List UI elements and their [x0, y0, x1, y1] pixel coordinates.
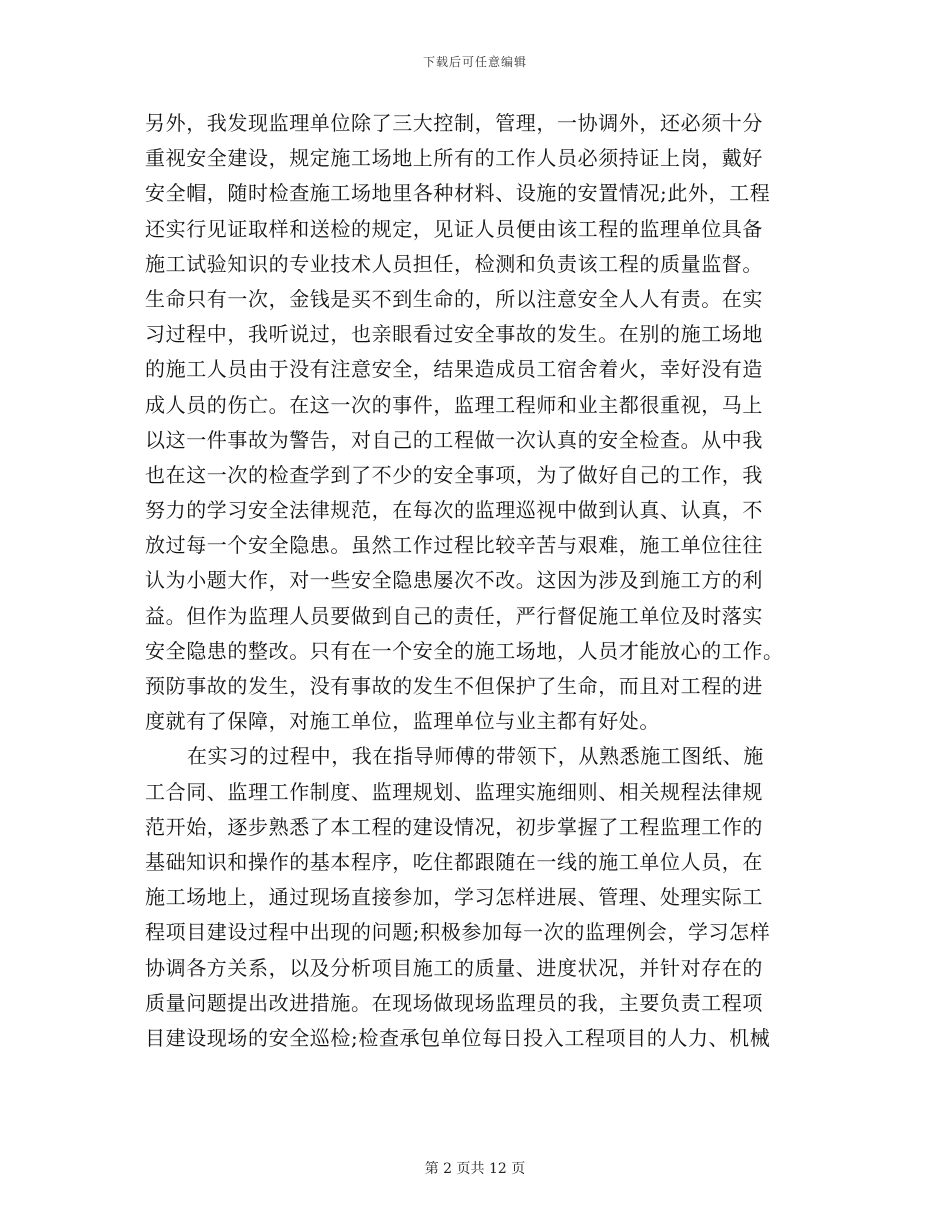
text-line: 也在这一次的检查学到了不少的安全事项，为了做好自己的工作，我 — [145, 462, 763, 487]
paragraph-start-line: 在实习的过程中，我在指导师傅的带领下，从熟悉施工图纸、施 — [187, 744, 764, 769]
text-line: 质量问题提出改进措施。在现场做现场监理员的我，主要负责工程项 — [145, 990, 763, 1015]
text-line: 的施工人员由于没有注意安全，结果造成员工宿舍着火，幸好没有造 — [145, 357, 763, 382]
text-line: 认为小题大作，对一些安全隐患屡次不改。这因为涉及到施工方的利 — [145, 568, 763, 593]
document-body — [145, 106, 805, 1056]
text-line: 度就有了保障，对施工单位，监理单位与业主都有好处。 — [145, 709, 660, 734]
text-line: 生命只有一次，金钱是买不到生命的，所以注意安全人人有责。在实 — [145, 286, 763, 311]
text-line: 重视安全建设，规定施工场地上所有的工作人员必须持证上岗，戴好 — [145, 146, 763, 171]
text-line: 另外，我发现监理单位除了三大控制，管理，一协调外，还必须十分 — [145, 111, 763, 135]
text-line: 还实行见证取样和送检的规定，见证人员便由该工程的监理单位具备 — [145, 216, 763, 241]
text-line: 习过程中，我听说过，也亲眼看过安全事故的发生。在别的施工场地 — [145, 322, 763, 347]
text-line: 目建设现场的安全巡检;检查承包单位每日投入工程项目的人力、机械 — [145, 1025, 771, 1050]
text-line: 以这一件事故为警告，对自己的工程做一次认真的安全检查。从中我 — [145, 427, 763, 452]
text-line: 施工场地上，通过现场直接参加，学习怎样进展、管理、处理实际工 — [145, 885, 763, 910]
page-header: 下载后可任意编辑 — [422, 55, 527, 69]
text-line: 协调各方关系，以及分析项目施工的质量、进度状况，并针对存在的 — [145, 955, 763, 980]
text-line: 工合同、监理工作制度、监理规划、监理实施细则、相关规程法律规 — [145, 779, 763, 804]
text-line: 安全帽，随时检查施工场地里各种材料、设施的安置情况;此外，工程 — [145, 181, 771, 206]
text-line: 施工试验知识的专业技术人员担任，检测和负责该工程的质量监督。 — [145, 251, 763, 276]
text-line: 益。但作为监理人员要做到自己的责任，严行督促施工单位及时落实 — [145, 603, 763, 628]
text-line: 安全隐患的整改。只有在一个安全的施工场地，人员才能放心的工作。 — [145, 638, 784, 663]
text-line: 努力的学习安全法律规范，在每次的监理巡视中做到认真、认真，不 — [145, 498, 763, 523]
text-line: 程项目建设过程中出现的问题;积极参加每一次的监理例会，学习怎样 — [145, 920, 771, 945]
text-line: 成人员的伤亡。在这一次的事件，监理工程师和业主都很重视，马上 — [145, 392, 763, 417]
text-line: 基础知识和操作的基本程序，吃住都跟随在一线的施工单位人员，在 — [145, 849, 763, 874]
text-line: 放过每一个安全隐患。虽然工作过程比较辛苦与艰难，施工单位往往 — [145, 533, 763, 558]
text-line: 范开始，逐步熟悉了本工程的建设情况，初步掌握了工程监理工作的 — [145, 814, 763, 839]
page-number-footer: 第 2 页共 12 页 — [424, 1161, 526, 1177]
text-line: 预防事故的发生，没有事故的发生不但保护了生命，而且对工程的进 — [145, 674, 763, 698]
